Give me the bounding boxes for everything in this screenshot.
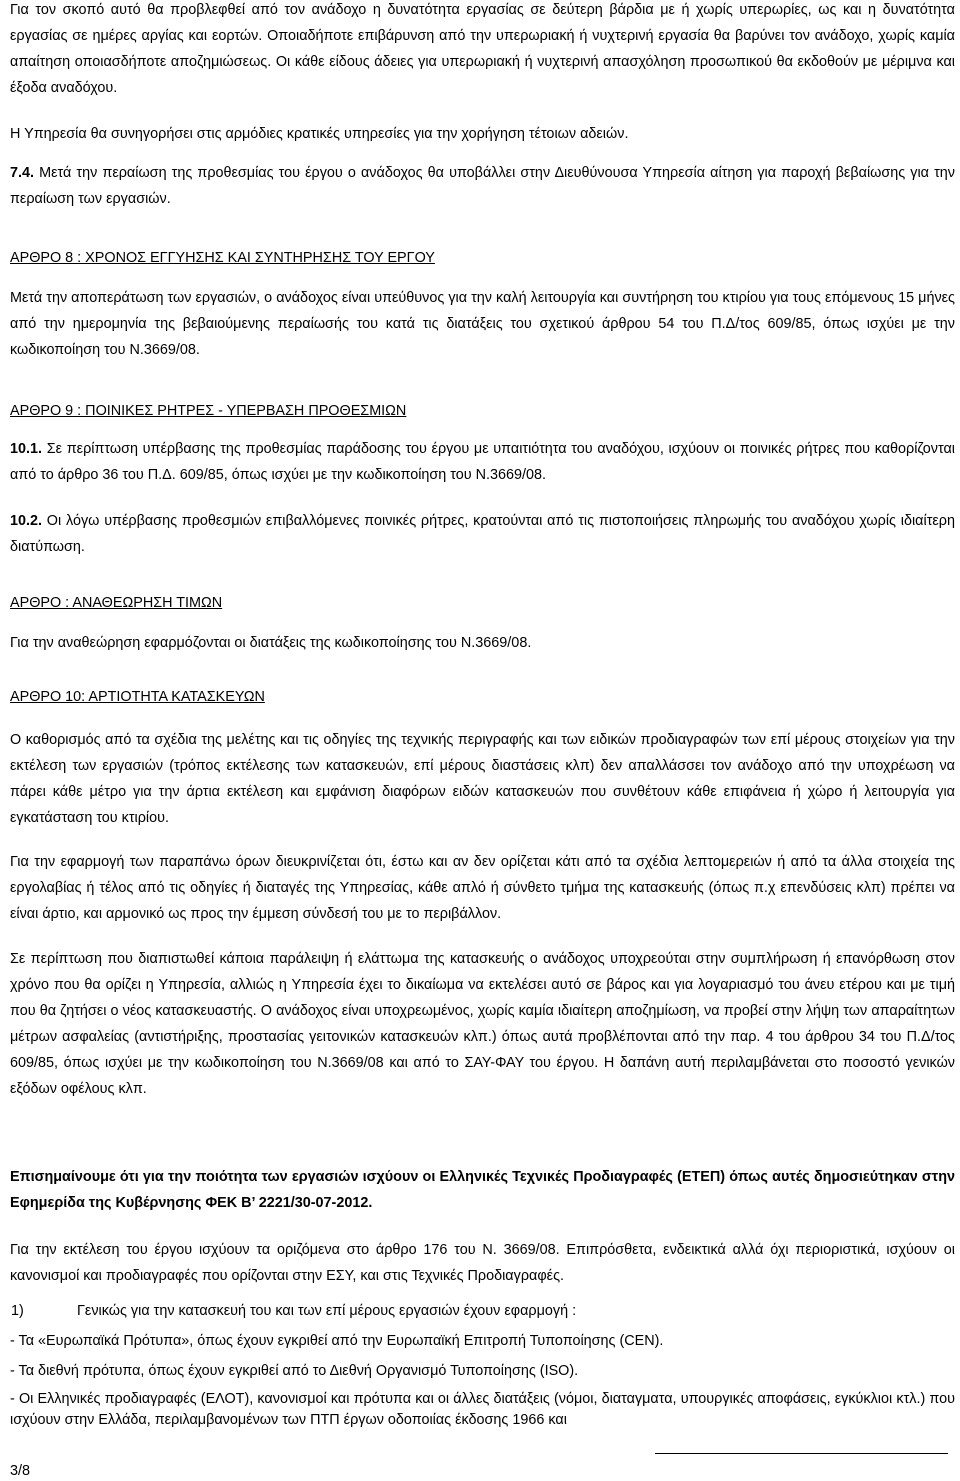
list-item-general xyxy=(10,1299,955,1324)
clause-number: 10.1. xyxy=(10,441,43,457)
page-number: 3/8 xyxy=(10,1463,31,1479)
clause-number: 7.4. xyxy=(10,165,35,181)
list-item-cen: - Τα «Ευρωπαϊκά Πρότυπα», όπως έχουν εγκριθεί από την Ευρωπαϊκή Επιτροπή Τυποποίησης (CEN). xyxy=(10,1333,664,1349)
paragraph-warranty: Μετά την αποπεράτωση των εργασιών, ο ανάδοχος είναι υπεύθυνος για την καλή λειτουργία και συντήρηση του κτιρίου για τους επόμενους 15 μήνες από την ημερομηνία της βεβαιούμενης περαίωσής του κατά τις διατάξεις του σχετικού άρθρου 54 του Π.Δ/τος 609/85, όπως ισχύει με την κωδικοποίηση του Ν.3669/08. xyxy=(10,290,955,358)
list-item-elot: - Οι Ελληνικές προδιαγραφές (ΕΛΟΤ), κανονισμοί και πρότυπα και οι άλλες διατάξεις (νόμοι, διαταγματα, υπουργικές αποφάσεις, εγκύκλιοι κτλ.) που ισχύουν στην Ελλάδα, περιλαμβανομένων των ΠΤΠ έργων οδοποιίας έκδοσης 1966 και xyxy=(10,1391,955,1428)
clause-text: Μετά την περαίωση της προθεσμίας του έργου ο ανάδοχος θα υποβάλλει στην Διευθύνουσα Υπηρεσία αίτηση για παροχή βεβαίωσης για την περαίωση των εργασιών. xyxy=(10,165,955,207)
paragraph-overtime: Για τον σκοπό αυτό θα προβλεφθεί από τον ανάδοχο η δυνατότητα εργασίας σε δεύτερη βάρδια με ή χωρίς υπερωρίες, ως και η δυνατότητα εργασίας σε ημέρες αργίας και εορτών. Οποιαδήποτε επιβάρυνση από την υπερωριακή ή νυχτερινή εργασία θα βαρύνει τον ανάδοχο, χωρίς καμία απαίτηση οποιασδήποτε αποζημιώσεως. Οι κάθε είδους άδειες για υπερωριακή ή νυχτερινή απασχόληση προσωπικού θα εκδοθούν με μέριμνα και έξοδα αναδόχου. xyxy=(10,2,955,96)
heading-article-10: ΑΡΘΡΟ 10: ΑΡΤΙΟΤΗΤΑ ΚΑΤΑΣΚΕΥΩΝ xyxy=(10,689,265,705)
paragraph-soundness: Ο καθορισμός από τα σχέδια της μελέτης και τις οδηγίες της τεχνικής περιγραφής και των ειδικών προδιαγραφών των επί μέρους στοιχείων για την εκτέλεση των εργασιών (τρόπος εκτέλεσης των κατασκευών, επί μέρους διαστάσεις κλπ) δεν απαλλάσσει τον ανάδοχο από την υποχρέωση να πάρει κάθε μέτρο για την άρτια εκτέλεση και εμφάνιση διαφόρων ειδών κατασκευών που συνθέτουν κάθε επιφάνεια ή χώρο ή λειτουργία για εγκατάσταση του κτιρίου. xyxy=(10,732,955,826)
heading-article-8: ΑΡΘΡΟ 8 : ΧΡΟΝΟΣ ΕΓΓΥΗΣΗΣ ΚΑΙ ΣΥΝΤΗΡΗΣΗΣ ΤΟΥ ΕΡΓΟΥ xyxy=(10,250,435,266)
paragraph-etep: Επισημαίνουμε ότι για την ποιότητα των εργασιών ισχύουν οι Ελληνικές Τεχνικές Προδιαγραφές (ΕΤΕΠ) όπως αυτές δημοσιεύτηκαν στην Εφημερίδα της Κυβέρνησης ΦΕΚ Β’ 2221/30-07-2012. xyxy=(10,1169,955,1211)
paragraph-10-2 xyxy=(10,508,955,560)
paragraph-authority-support: Η Υπηρεσία θα συνηγορήσει στις αρμόδιες κρατικές υπηρεσίες για την χορήγηση τέτοιων αδειών. xyxy=(10,126,629,142)
paragraph-7-4 xyxy=(10,160,955,212)
list-item-iso: - Τα διεθνή πρότυπα, όπως έχουν εγκριθεί από το Διεθνή Οργανισμό Τυποποίησης (ISO). xyxy=(10,1363,579,1379)
clause-text: Σε περίπτωση υπέρβασης της προθεσμίας παράδοσης του έργου με υπαιτιότητα του αναδόχου, ισχύουν οι ποινικές ρήτρες που καθορίζονται από το άρθρο 36 του Π.Δ. 609/85, όπως ισχύει με την κωδικοποίηση του Ν.3669/08. xyxy=(10,441,955,483)
footer-rule xyxy=(655,1453,948,1454)
paragraph-application: Για την εφαρμογή των παραπάνω όρων διευκρινίζεται ότι, έστω και αν δεν ορίζεται κάτι από τα σχέδια λεπτομερειών ή από τα άλλα στοιχεία της εργολαβίας ή τέλος από τις οδηγίες ή διαταγές της Υπηρεσίας, κάθε απλό ή σύνθετο τμήμα της κατασκευής (όπως π.χ επενδύσεις κλπ) πρέπει να είναι άρτιο, και αρμονικό ως προς την έμμεση σύνδεσή του με το περιβάλλον. xyxy=(10,854,955,922)
paragraph-10-1 xyxy=(10,436,955,488)
heading-price-revision: ΑΡΘΡΟ : ΑΝΑΘΕΩΡΗΣΗ ΤΙΜΩΝ xyxy=(10,595,223,611)
paragraph-execution: Για την εκτέλεση του έργου ισχύουν τα οριζόμενα στο άρθρο 176 του Ν. 3669/08. Επιπρόσθετα, ενδεικτικά αλλά όχι περιοριστικά, ισχύουν οι κανονισμοί και προδιαγραφές που ορίζονται στην ΕΣΥ, και στις Τεχνικές Προδιαγραφές. xyxy=(10,1242,955,1284)
paragraph-defects: Σε περίπτωση που διαπιστωθεί κάποια παράλειψη ή ελάττωμα της κατασκευής ο ανάδοχος υποχρεούται στην συμπλήρωση ή επανόρθωση στον χρόνο που θα ορίζει η Υπηρεσία, αλλιώς η Υπηρεσία έχει το δικαίωμα να εκτελέσει αυτό σε βάρος και για λογαριασμό του άνευ ετέρου και με τιμή που θα ζητήσει ο νέος κατασκευαστής. Ο ανάδοχος είναι υποχρεωμένος, χωρίς καμία ιδιαίτερη αποζημίωση, να προβεί στην λήψη των απαραίτητων μέτρων ασφαλείας (αντιστήριξης, προστασίας γειτονικών κατασκευών κλπ.) όπως αυτά προβλέπονται από την παρ. 4 του άρθρου 34 του Π.Δ/τος 609/85, όπως ισχύει με την κωδικοποίηση του Ν.3669/08 και από το ΣΑΥ-ΦΑΥ του έργου. Η δαπάνη αυτή περιλαμβάνεται στο ποσοστό γενικών εξόδων οφέλους κλπ. xyxy=(10,951,955,1097)
paragraph-price-revision: Για την αναθεώρηση εφαρμόζονται οι διατάξεις της κωδικοποίησης του Ν.3669/08. xyxy=(10,635,532,651)
list-number: 1) xyxy=(11,1303,24,1319)
heading-article-9: ΑΡΘΡΟ 9 : ΠΟΙΝΙΚΕΣ ΡΗΤΡΕΣ - ΥΠΕΡΒΑΣΗ ΠΡΟΘΕΣΜΙΩΝ xyxy=(10,403,407,419)
clause-text: Οι λόγω υπέρβασης προθεσμιών επιβαλλόμενες ποινικές ρήτρες, κρατούνται από τις πιστοποιήσεις πληρωμής του αναδόχου χωρίς ιδιαίτερη διατύπωση. xyxy=(10,513,955,555)
list-text: Γενικώς για την κατασκευή του και των επί μέρους εργασιών έχουν εφαρμογή : xyxy=(77,1303,577,1319)
clause-number: 10.2. xyxy=(10,513,43,529)
